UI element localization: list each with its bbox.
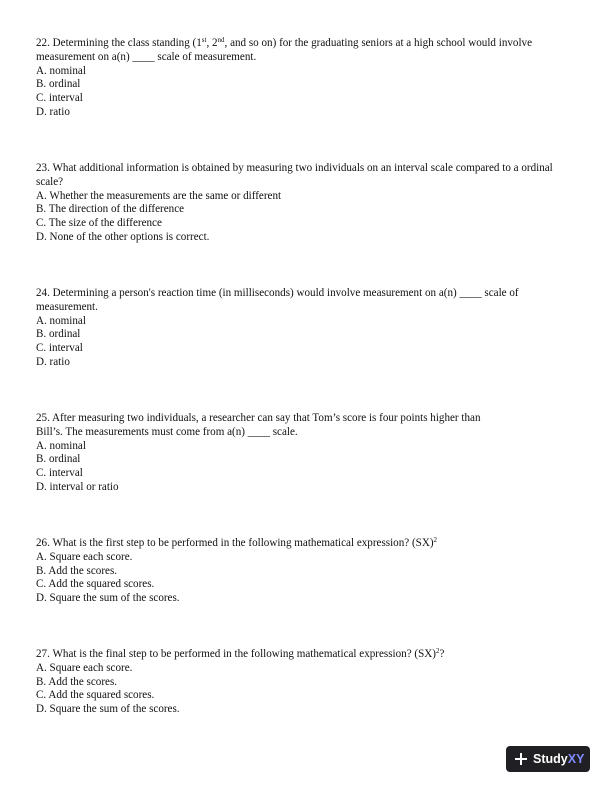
question-text	[36, 537, 437, 551]
superscript: 2	[433, 536, 438, 544]
question-text: 24. Determining a person's reaction time (in milliseconds) would involve measurement on a(n) ____ scale of measurement.	[36, 287, 519, 313]
option-d: D. ratio	[36, 105, 70, 118]
question-26	[36, 537, 437, 606]
option-d: D. Square the sum of the scores.	[36, 592, 180, 605]
option-a: A. nominal	[36, 439, 86, 452]
option-c: C. The size of the difference	[36, 217, 162, 230]
option-a: A. Whether the measurements are the same or different	[36, 189, 282, 202]
option-d: D. None of the other options is correct.	[36, 230, 210, 243]
option-a: A. nominal	[36, 314, 86, 327]
option-c: C. interval	[36, 92, 83, 105]
studyxy-badge[interactable]	[506, 746, 590, 772]
option-b: B. The direction of the difference	[36, 203, 185, 216]
question-24	[36, 287, 576, 370]
superscript: 2	[436, 647, 440, 655]
question-25	[36, 412, 481, 495]
brand-text-xy: XY	[567, 752, 585, 766]
superscript: nd	[217, 36, 225, 44]
option-d: D. ratio	[36, 355, 70, 368]
option-c: C. interval	[36, 342, 83, 355]
option-a: A. Square each score.	[36, 661, 133, 674]
option-d: D. Square the sum of the scores.	[36, 703, 180, 716]
option-c: C. Add the squared scores.	[36, 689, 155, 702]
question-text-part: 27. What is the final step to be performed in the following mathematical expression? (SX)	[36, 648, 436, 660]
question-text-part: 26. What is the first step to be performed in the following mathematical expression? (SX)	[36, 537, 434, 549]
option-b: B. ordinal	[36, 328, 81, 341]
plus-icon	[515, 753, 527, 765]
question-text-part: , and so on) for the graduating seniors at a high school would involve measurement on a(n) ____ scale of measurement.	[36, 37, 533, 63]
question-text	[36, 648, 444, 662]
option-d: D. interval or ratio	[36, 480, 119, 493]
option-c: C. Add the squared scores.	[36, 578, 155, 591]
question-text-part: 22. Determining the class standing (1	[36, 37, 202, 49]
option-c: C. interval	[36, 467, 83, 480]
option-b: B. Add the scores.	[36, 564, 118, 577]
question-text	[36, 37, 576, 65]
option-b: B. ordinal	[36, 78, 81, 91]
question-text: 23. What additional information is obtained by measuring two individuals on an interval scale compared to a ordinal scale?	[36, 162, 553, 188]
question-text-line-2: Bill’s. The measurements must come from a(n) ____ scale.	[36, 425, 298, 438]
option-b: B. Add the scores.	[36, 675, 118, 688]
question-22	[36, 37, 576, 120]
brand-text-study: Study	[533, 752, 568, 766]
question-text-line-1: 25. After measuring two individuals, a researcher can say that Tom’s score is four points higher than	[36, 412, 481, 424]
question-27	[36, 648, 444, 717]
option-b: B. ordinal	[36, 453, 81, 466]
option-a: A. nominal	[36, 64, 86, 77]
question-text-part: , 2	[206, 37, 218, 49]
superscript: st	[201, 36, 207, 44]
option-a: A. Square each score.	[36, 550, 133, 563]
question-text-part: ?	[439, 648, 445, 660]
question-23	[36, 162, 576, 245]
